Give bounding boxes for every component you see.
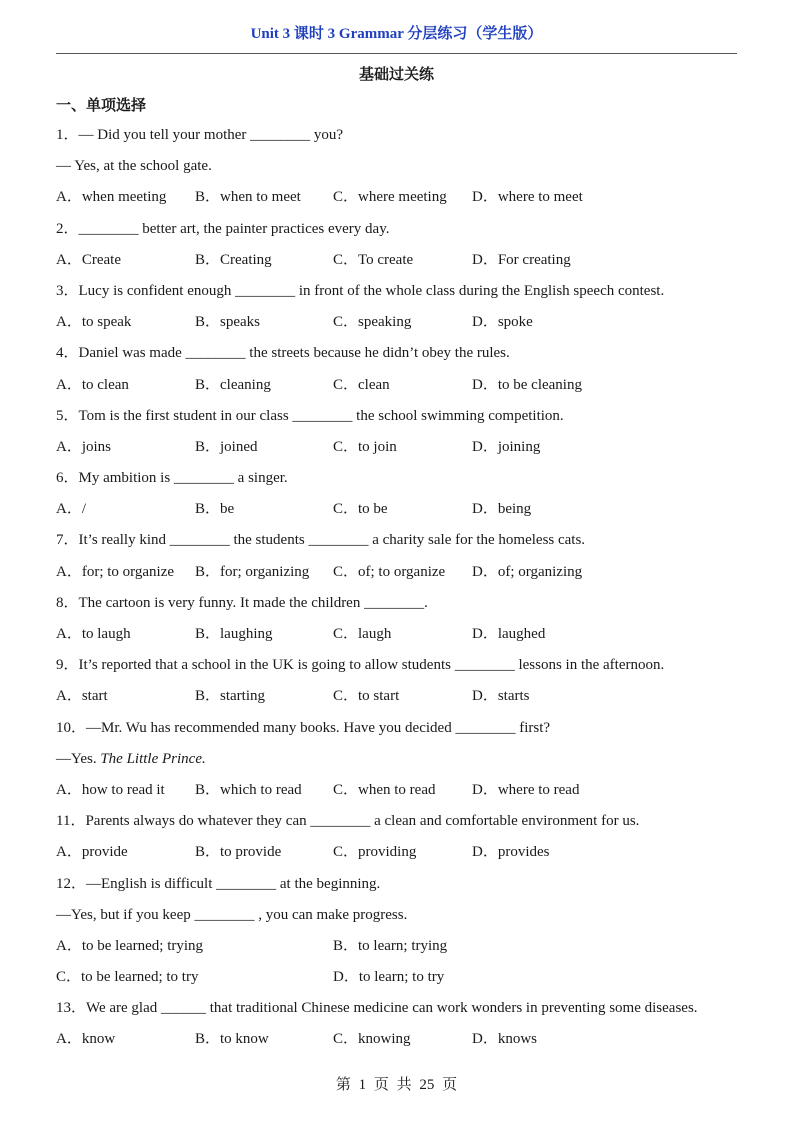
option-b[interactable]: B．to know bbox=[195, 1031, 269, 1048]
option-d[interactable]: D．to learn; to try bbox=[333, 969, 445, 986]
option-c[interactable]: C．To create bbox=[333, 251, 414, 268]
question-stem: 3．Lucy is confident enough ________ in front of the whole class during the English speech contest. bbox=[56, 282, 665, 299]
question-stem: 13．We are glad ______ that traditional Chinese medicine can work wonders in preventing some diseases. bbox=[56, 1000, 698, 1017]
option-b[interactable]: B．joined bbox=[195, 438, 258, 455]
option-row bbox=[56, 432, 746, 463]
option-c[interactable]: C．laugh bbox=[333, 626, 392, 642]
option-row bbox=[56, 681, 746, 712]
option-d[interactable]: D．spoke bbox=[472, 314, 533, 331]
option-c[interactable]: C．when to read bbox=[333, 781, 436, 798]
option-c[interactable]: C．speaking bbox=[333, 314, 412, 331]
page-footer: 第 1 页 共 25 页 bbox=[335, 1077, 458, 1093]
option-a[interactable]: A．for; to organize bbox=[56, 563, 175, 580]
option-row bbox=[56, 931, 746, 962]
header-divider bbox=[56, 53, 737, 54]
question-stem: 9．It’s reported that a school in the UK is going to allow students ________ lessons in the afternoon. bbox=[56, 657, 665, 674]
option-c[interactable]: C．where meeting bbox=[333, 189, 447, 206]
question-stem: 4．Daniel was made ________ the streets because he didn’t obey the rules. bbox=[56, 345, 510, 362]
question-stem: —Yes, but if you keep ________ , you can make progress. bbox=[56, 906, 408, 923]
option-c[interactable]: C．to start bbox=[333, 688, 400, 705]
option-row bbox=[56, 370, 746, 401]
option-row bbox=[56, 245, 746, 276]
question-stem: 12．—English is difficult ________ at the beginning. bbox=[56, 875, 381, 892]
option-a[interactable]: A．start bbox=[56, 688, 108, 705]
option-a[interactable]: A．provide bbox=[56, 844, 128, 861]
option-d[interactable]: D．joining bbox=[472, 438, 541, 455]
option-b[interactable]: B．starting bbox=[195, 688, 265, 705]
question-answer-line bbox=[56, 744, 746, 775]
option-row bbox=[56, 775, 746, 806]
page-header: Unit 3 课时 3 Grammar 分层练习（学生版） bbox=[250, 26, 543, 42]
option-d[interactable]: D．knows bbox=[472, 1031, 538, 1048]
option-a[interactable]: A．to laugh bbox=[56, 626, 131, 642]
option-d[interactable]: D．of; organizing bbox=[472, 563, 583, 580]
option-a[interactable]: A．joins bbox=[56, 438, 112, 455]
option-b[interactable]: B．which to read bbox=[195, 781, 302, 798]
option-row bbox=[56, 182, 746, 213]
option-a[interactable]: A．Create bbox=[56, 251, 121, 268]
option-row bbox=[56, 837, 746, 868]
option-row bbox=[56, 494, 746, 525]
option-b[interactable]: B．be bbox=[195, 501, 235, 518]
option-d[interactable]: D．where to meet bbox=[472, 189, 583, 206]
option-d[interactable]: D．For creating bbox=[472, 251, 571, 268]
option-d[interactable]: D．being bbox=[472, 501, 532, 518]
question-stem: 1．— Did you tell your mother ________ you? bbox=[56, 127, 344, 143]
option-row bbox=[56, 557, 746, 588]
option-a[interactable]: A．to speak bbox=[56, 314, 132, 331]
question-stem: 8．The cartoon is very funny. It made the children ________. bbox=[56, 594, 428, 611]
option-row bbox=[56, 1024, 746, 1055]
question-stem: 10．—Mr. Wu has recommended many books. Have you decided ________ first? bbox=[56, 719, 551, 736]
option-d[interactable]: D．provides bbox=[472, 844, 550, 861]
option-b[interactable]: B．laughing bbox=[195, 626, 273, 642]
option-c[interactable]: C．to join bbox=[333, 438, 397, 455]
option-a[interactable]: A．how to read it bbox=[56, 781, 165, 798]
book-title: The Little Prince. bbox=[100, 750, 206, 767]
option-row bbox=[56, 307, 746, 338]
section-title: 基础过关练 bbox=[358, 67, 434, 83]
option-c[interactable]: C．to be learned; to try bbox=[56, 969, 199, 986]
option-b[interactable]: B．for; organizing bbox=[195, 563, 310, 580]
question-list bbox=[56, 120, 746, 1056]
question-stem: 11．Parents always do whatever they can ________ a clean and comfortable environment for us. bbox=[56, 813, 640, 830]
question-stem: 6．My ambition is ________ a singer. bbox=[56, 470, 288, 487]
option-b[interactable]: B．to learn; trying bbox=[333, 937, 448, 954]
option-c[interactable]: C．providing bbox=[333, 844, 417, 861]
question-stem: 7．It’s really kind ________ the students ________ a charity sale for the homeless cats. bbox=[56, 532, 586, 549]
option-b[interactable]: B．speaks bbox=[195, 314, 260, 331]
option-a[interactable]: A．know bbox=[56, 1031, 116, 1048]
option-b[interactable]: B．cleaning bbox=[195, 376, 271, 393]
option-c[interactable]: C．of; to organize bbox=[333, 563, 446, 580]
question-stem: 2．________ better art, the painter practices every day. bbox=[56, 220, 390, 237]
option-d[interactable]: D．starts bbox=[472, 688, 530, 705]
option-b[interactable]: B．to provide bbox=[195, 844, 282, 861]
answer-prefix: —Yes. bbox=[56, 750, 101, 767]
option-row bbox=[56, 619, 746, 650]
option-a[interactable]: A．to be learned; trying bbox=[56, 937, 204, 954]
option-c[interactable]: C．knowing bbox=[333, 1031, 411, 1048]
option-b[interactable]: B．when to meet bbox=[195, 189, 301, 206]
option-a[interactable]: A．/ bbox=[56, 501, 87, 518]
option-a[interactable]: A．when meeting bbox=[56, 189, 167, 206]
option-c[interactable]: C．clean bbox=[333, 376, 390, 393]
option-b[interactable]: B．Creating bbox=[195, 251, 272, 268]
option-d[interactable]: D．laughed bbox=[472, 626, 546, 642]
option-c[interactable]: C．to be bbox=[333, 501, 388, 518]
option-a[interactable]: A．to clean bbox=[56, 376, 129, 393]
option-row bbox=[56, 962, 746, 993]
question-stem: 5．Tom is the first student in our class ________ the school swimming competition. bbox=[56, 407, 564, 424]
part-title: 一、单项选择 bbox=[56, 98, 147, 114]
option-d[interactable]: D．to be cleaning bbox=[472, 376, 582, 393]
option-d[interactable]: D．where to read bbox=[472, 781, 580, 798]
question-stem: — Yes, at the school gate. bbox=[56, 158, 212, 175]
